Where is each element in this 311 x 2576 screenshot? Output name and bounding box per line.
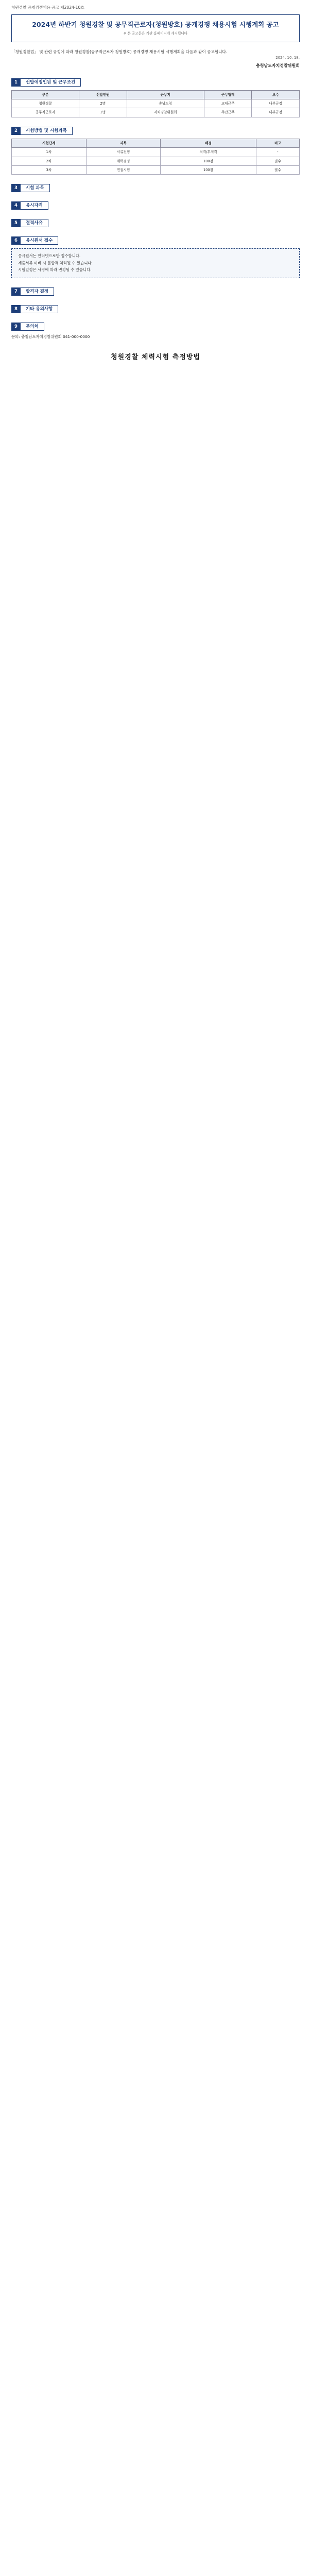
th: 근무형태: [204, 90, 252, 99]
table-row: [12, 148, 300, 157]
th: 근무지: [127, 90, 204, 99]
section-title: 응시원서 접수: [21, 236, 58, 245]
doc-title: 2024년 하반기 청원경찰 및 공무직근로자(청원방호) 공개경쟁 채용시험 시행계획 공고: [32, 21, 279, 29]
cell: 100점: [161, 166, 256, 175]
cell: 청원경찰: [12, 99, 79, 108]
section-num: 7: [11, 287, 21, 296]
fitness-title: 청원경찰 체력시험 측정방법: [111, 353, 200, 362]
section-3: [11, 184, 300, 192]
cell: 내부규정: [252, 108, 300, 117]
cell: 100점: [161, 157, 256, 165]
th: 비고: [256, 139, 299, 147]
th: 선발인원: [79, 90, 127, 99]
section-4: [11, 201, 300, 210]
section-num: 6: [11, 236, 21, 245]
section-5: [11, 219, 300, 227]
section-num: 4: [11, 201, 21, 210]
section-7: [11, 287, 300, 296]
announce-date: 2024. 10. 18.: [275, 55, 300, 60]
table-row: [12, 108, 300, 117]
section-title: 시험 과목: [21, 184, 50, 192]
section-title: 시험방법 및 시험과목: [21, 127, 73, 135]
th: 시험단계: [12, 139, 87, 147]
contact-info: 문의: 충청남도자치경찰위원회 041-000-0000: [11, 334, 90, 339]
section-title: 기타 유의사항: [21, 305, 58, 313]
cell: 2명: [79, 99, 127, 108]
section-title: 합격자 결정: [21, 287, 54, 296]
section-num: 2: [11, 127, 21, 135]
cell: 주간근무: [204, 108, 252, 117]
cell: 내부규정: [252, 99, 300, 108]
table-row: [12, 157, 300, 165]
section-9: [11, 323, 300, 331]
section-num: 8: [11, 305, 21, 313]
note-item: 응시원서는 인터넷으로만 접수합니다.: [18, 253, 81, 259]
cell: 면접시험: [86, 166, 161, 175]
section-1: [11, 78, 300, 87]
org-name: 충청남도자치경찰위원회: [255, 63, 300, 69]
cell: 1차: [12, 148, 87, 157]
cell: 2차: [12, 157, 87, 165]
section-title: 선발예정인원 및 근무조건: [21, 78, 81, 87]
th: 과목: [86, 139, 161, 147]
table-row: [12, 166, 300, 175]
cell: 필수: [256, 166, 299, 175]
th: 구분: [12, 90, 79, 99]
cell: 서류전형: [86, 148, 161, 157]
section-title: 응시자격: [21, 201, 48, 210]
section-num: 9: [11, 323, 21, 331]
note-item: 시험일정은 사정에 따라 변경될 수 있습니다.: [18, 267, 92, 273]
cell: 공무직근로자: [12, 108, 79, 117]
section-title: 결격사유: [21, 219, 48, 227]
cell: 교대근무: [204, 99, 252, 108]
doc-number: 청원경찰 공개경쟁채용 공고 제2024-10호: [11, 5, 84, 10]
cell: -: [256, 148, 299, 157]
cell: 적격/부적격: [161, 148, 256, 157]
section-num: 1: [11, 78, 21, 87]
notes-box: [11, 248, 300, 278]
th: 보수: [252, 90, 300, 99]
cell: 체력검정: [86, 157, 161, 165]
recruit-table: [11, 90, 300, 117]
title-box: [11, 14, 300, 42]
section-num: 5: [11, 219, 21, 227]
section-6: [11, 236, 300, 245]
section-8: [11, 305, 300, 313]
cell: 필수: [256, 157, 299, 165]
note-item: 제출서류 미비 시 불합격 처리될 수 있습니다.: [18, 260, 93, 265]
title-note: ※ 본 공고문은 기관 홈페이지에 게시됩니다: [123, 31, 188, 36]
section-num: 3: [11, 184, 21, 192]
section-title: 문의처: [21, 323, 44, 331]
table-row: [12, 99, 300, 108]
intro-text: 「청원경찰법」 및 관련 규정에 따라 청원경찰(공무직근로자 청원방호) 공개경쟁 채용시험 시행계획을 다음과 같이 공고합니다.: [11, 49, 228, 54]
section-2: [11, 127, 300, 135]
cell: 자치경찰위원회: [127, 108, 204, 117]
cell: 1명: [79, 108, 127, 117]
cell: 충남도청: [127, 99, 204, 108]
th: 배점: [161, 139, 256, 147]
exam-table: [11, 139, 300, 175]
cell: 3차: [12, 166, 87, 175]
